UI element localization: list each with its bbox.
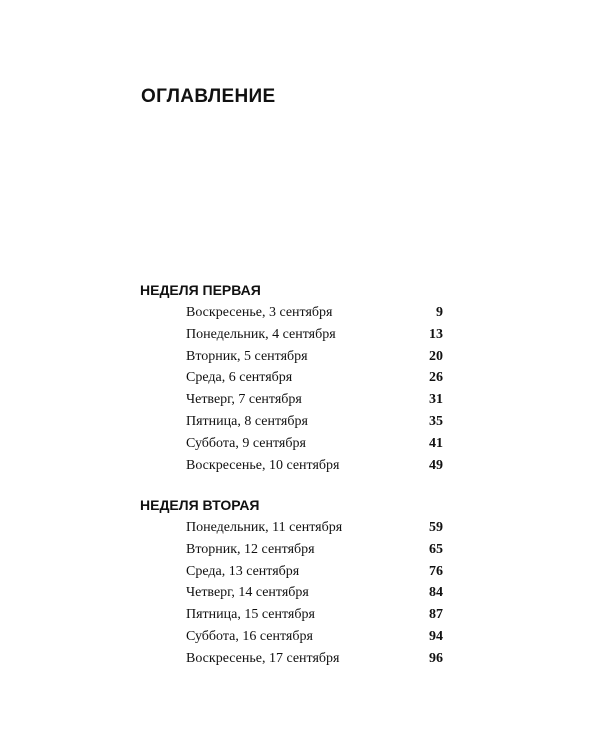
- toc-entry-page: 49: [429, 457, 443, 473]
- page-title: ОГЛАВЛЕНИЕ: [141, 86, 276, 107]
- toc-list: [0, 305, 600, 479]
- toc-entry: [0, 629, 600, 651]
- toc-entry: [0, 392, 600, 414]
- toc-entry-label: Воскресенье, 10 сентября: [186, 457, 340, 473]
- toc-entry-page: 94: [429, 628, 443, 644]
- toc-entry-label: Четверг, 14 сентября: [186, 585, 309, 601]
- toc-entry-label: Суббота, 16 сентября: [186, 628, 313, 644]
- toc-entry: [0, 305, 600, 327]
- toc-entry-label: Суббота, 9 сентября: [186, 435, 306, 451]
- toc-entry: [0, 585, 600, 607]
- toc-entry-page: 9: [436, 305, 443, 320]
- toc-entry-page: 41: [429, 435, 443, 451]
- toc-entry-label: Вторник, 5 сентября: [186, 348, 308, 364]
- toc-entry-page: 31: [429, 392, 443, 408]
- section-title: НЕДЕЛЯ ПЕРВАЯ: [140, 282, 261, 298]
- toc-entry-label: Понедельник, 11 сентября: [186, 520, 343, 535]
- toc-entry-page: 76: [429, 563, 443, 579]
- toc-entry-label: Пятница, 8 сентября: [186, 413, 308, 429]
- toc-entry: [0, 436, 600, 458]
- section-title: НЕДЕЛЯ ВТОРАЯ: [140, 497, 260, 513]
- toc-entry: [0, 651, 600, 673]
- toc-entry-page: 20: [429, 348, 443, 364]
- toc-entry-page: 26: [429, 370, 443, 386]
- toc-entry-page: 13: [429, 326, 443, 342]
- toc-entry: [0, 607, 600, 629]
- toc-entry: [0, 414, 600, 436]
- toc-list: [0, 520, 600, 673]
- toc-entry: [0, 349, 600, 371]
- toc-entry-label: Воскресенье, 3 сентября: [186, 305, 333, 320]
- toc-entry-label: Вторник, 12 сентября: [186, 541, 315, 557]
- toc-entry-label: Среда, 6 сентября: [186, 370, 293, 386]
- toc-entry-label: Пятница, 15 сентября: [186, 607, 315, 623]
- toc-entry-page: 59: [429, 520, 443, 535]
- toc-entry-page: 84: [429, 585, 443, 601]
- toc-entry-label: Понедельник, 4 сентября: [186, 326, 336, 342]
- toc-entry-page: 35: [429, 413, 443, 429]
- toc-entry-label: Четверг, 7 сентября: [186, 392, 302, 408]
- toc-entry-page: 96: [429, 650, 443, 666]
- toc-entry-page: 65: [429, 541, 443, 557]
- toc-entry: [0, 327, 600, 349]
- toc-entry: [0, 370, 600, 392]
- toc-entry: [0, 520, 600, 542]
- toc-entry: [0, 458, 600, 480]
- toc-entry: [0, 564, 600, 586]
- toc-entry-page: 87: [429, 607, 443, 623]
- toc-entry: [0, 542, 600, 564]
- toc-entry-label: Среда, 13 сентября: [186, 563, 300, 579]
- toc-entry-label: Воскресенье, 17 сентября: [186, 650, 340, 666]
